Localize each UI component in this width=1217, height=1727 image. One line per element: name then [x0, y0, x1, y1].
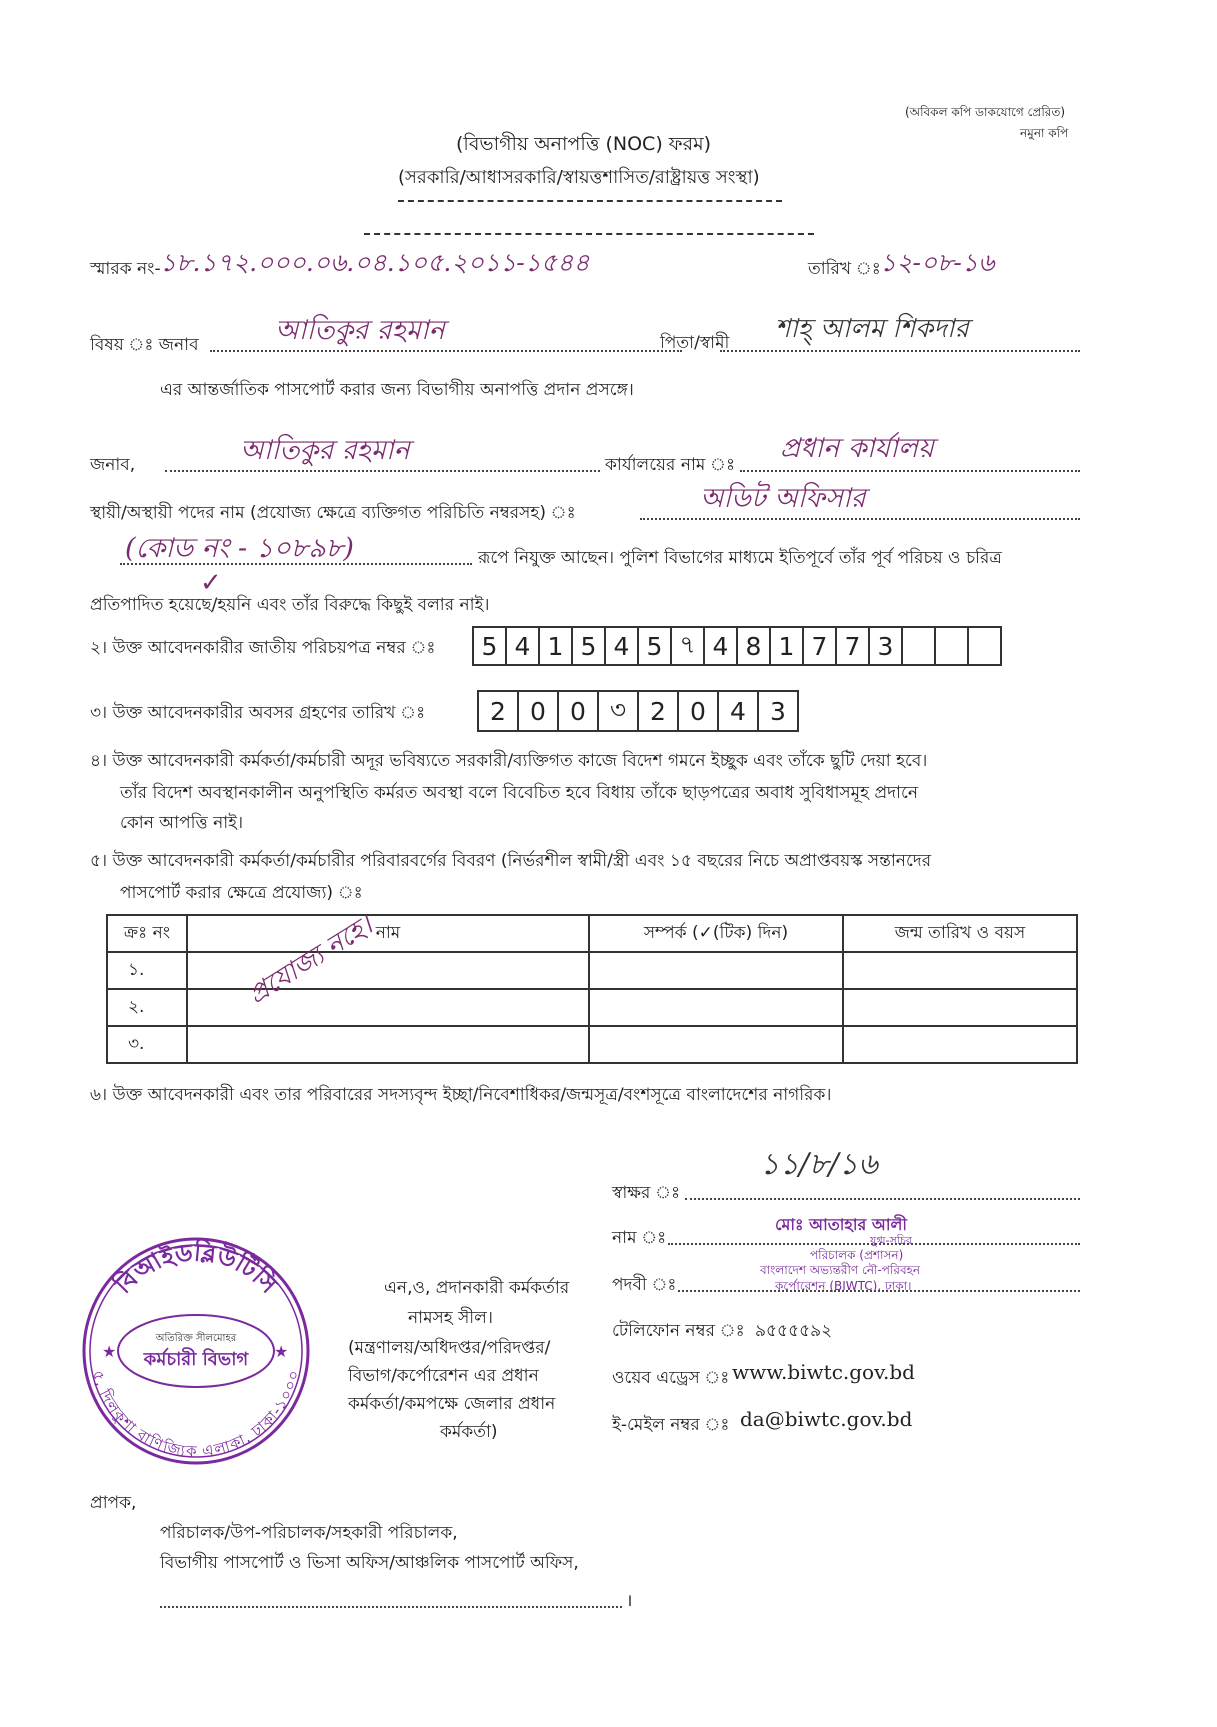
- retirement-digit: 2: [479, 692, 519, 730]
- recipient-line2: বিভাগীয় পাসপোর্ট ও ভিসা অফিস/আঞ্চলিক পাসপোর্ট অফিস,: [160, 1553, 579, 1573]
- nid-digit: [969, 628, 1000, 664]
- nid-digit: 5: [573, 628, 606, 664]
- form-title: (বিভাগীয় অনাপত্তি (NOC) ফরম): [456, 133, 712, 155]
- nid-digit: 4: [606, 628, 639, 664]
- row-serial: ১.: [107, 952, 187, 989]
- nid-digit: 5: [639, 628, 672, 664]
- seal-caption-1: এন,ও, প্রদানকারী কর্মকর্তার: [384, 1278, 570, 1298]
- retirement-boxes: [477, 690, 799, 732]
- seal-star-right-icon: ★: [274, 1342, 289, 1361]
- code-number: (কোড নং - ১০৮৯৮): [125, 533, 354, 564]
- item4-line2: তাঁর বিদেশ অবস্থানকালীন অনুপস্থিতি কর্মরত অবস্থা বলে বিবেচিত হবে বিধায় তাঁকে ছাড়পত্রের অবাধ সুবিধাসমূহ প্রদানে: [120, 783, 918, 803]
- item4-line1: ৪। উক্ত আবেদনকারী কর্মকর্তা/কর্মচারী অদূর ভবিষ্যতে সরকারী/ব্যক্তিগত কাজে বিদেশ গমনে ইচ্ছুক এবং তাঁকে ছুটি দেয়া হবে।: [90, 751, 928, 771]
- code-line: [120, 563, 472, 565]
- table-header-row: [107, 915, 1077, 952]
- retirement-digit: 0: [679, 692, 719, 730]
- date-label: তারিখ ঃ: [808, 259, 881, 279]
- post-name: অডিট অফিসার: [700, 483, 866, 514]
- copy-note: (অবিকল কপি ডাকযোগে প্রেরিত): [905, 105, 1066, 119]
- nid-digit: 7: [837, 628, 870, 664]
- signer-name-label: নাম ঃ: [612, 1228, 667, 1248]
- seal-center-small: অতিরিক্ত সীলমোহর: [155, 1333, 237, 1344]
- item5-line2: পাসপোর্ট করার ক্ষেত্রে প্রযোজ্য) ঃ: [120, 883, 363, 903]
- retirement-digit: 3: [770, 696, 786, 726]
- not-applicable-handwriting: প্রযোজ্য নহে।: [243, 910, 379, 1011]
- memo-label: স্মারক নং-: [90, 259, 161, 279]
- nid-digit: 5: [474, 628, 507, 664]
- retirement-digit: 0: [519, 692, 559, 730]
- retirement-digit: ৩: [599, 692, 639, 730]
- nid-digit: 4: [705, 628, 738, 664]
- seal-center-text: কর্মচারী বিভাগ: [143, 1349, 249, 1370]
- dash-divider-2: [364, 233, 814, 235]
- seal-caption-2: নামসহ সীল।: [408, 1308, 493, 1328]
- verified-text: প্রতিপাদিত হয়েছে/হয়নি এবং তাঁর বিরুদ্ধে কিছুই বলার নাই।: [90, 595, 490, 615]
- retirement-digit: 4: [719, 692, 759, 730]
- office-seal: [78, 1233, 314, 1469]
- subject-line2: এর আন্তর্জাতিক পাসপোর্ট করার জন্য বিভাগীয় অনাপত্তি প্রদান প্রসঙ্গে।: [160, 380, 634, 400]
- signature: ১১/৮/১৬: [760, 1147, 878, 1182]
- nid-boxes: [472, 626, 1002, 666]
- office-name: প্রধান কার্যালয়: [780, 433, 934, 464]
- retirement-digit: 2: [639, 692, 679, 730]
- nid-digit: 1: [771, 628, 804, 664]
- nid-digit: 3: [870, 628, 903, 664]
- father-label: পিতা/স্বামী: [660, 333, 730, 353]
- col-serial: ক্রঃ নং: [107, 915, 187, 952]
- web-value: www.biwtc.gov.bd: [732, 1360, 915, 1384]
- item1-name-label: জনাব,: [90, 455, 136, 475]
- seal-bottom-text: ৫, দিলকুশা বাণিজ্যিক এলাকা, ঢাকা-১০০০: [88, 1368, 304, 1461]
- phone-value: ৯৫৫৫৫৯২: [755, 1321, 833, 1341]
- retirement-digit: 0: [559, 692, 599, 730]
- designation-3: কর্পোরেশন (BIWTC), ঢাকা।: [775, 1279, 912, 1293]
- seal-icon: [78, 1233, 314, 1469]
- citizenship-line: ৬। উক্ত আবেদনকারী এবং তার পরিবারের সদস্যবৃন্দ ইচ্ছা/নিবেশাধিকর/জন্মসূত্র/বংশসূত্রে বাংলাদেশের নাগরিক।: [90, 1085, 832, 1105]
- item1-name: আতিকুর রহমান: [240, 435, 410, 466]
- seal-caption-3: (মন্ত্রণালয়/অধিদপ্তর/পরিদপ্তর/: [348, 1338, 551, 1358]
- col-relation: সম্পর্ক (✓(টিক) দিন): [589, 915, 843, 952]
- designation-2: বাংলাদেশ অভ্যন্তরীণ নৌ-পরিবহন: [760, 1263, 921, 1277]
- item4-line3: কোন আপত্তি নাই।: [120, 813, 244, 833]
- subject-label: বিষয় ঃ জনাব: [90, 335, 199, 355]
- nid-digit: 8: [738, 628, 771, 664]
- email-label: ই-মেইল নম্বর ঃ: [612, 1415, 730, 1435]
- office-label: কার্যালয়ের নাম ঃ: [605, 455, 736, 475]
- tick-icon: ✓: [200, 568, 222, 598]
- memo-number: ১৮.১৭২.০০০.০৬.০৪.১০৫.২০১১-১৫৪৪: [160, 248, 590, 277]
- col-birthdate: জন্ম তারিখ ও বয়স: [843, 915, 1077, 952]
- nid-digit: [903, 628, 936, 664]
- sample-copy-note: নমুনা কপি: [1020, 126, 1069, 140]
- nid-digit: 4: [507, 628, 540, 664]
- seal-top-text: বিআইডব্লিউটিসি: [109, 1238, 283, 1299]
- col-name: নাম: [187, 915, 589, 952]
- nid-digit: ৭: [672, 628, 705, 664]
- nid-label: ২। উক্ত আবেদনকারীর জাতীয় পরিচয়পত্র নম্বর ঃ: [90, 638, 436, 658]
- nid-digit: 7: [804, 628, 837, 664]
- seal-caption-5: কর্মকর্তা/কমপক্ষে জেলার প্রধান: [348, 1394, 556, 1414]
- row-serial: ৩.: [107, 1026, 187, 1063]
- row-serial: ২.: [107, 989, 187, 1026]
- email-value: da@biwtc.gov.bd: [740, 1407, 913, 1431]
- seal-caption-4: বিভাগ/কর্পোরেশন এর প্রধান: [348, 1366, 539, 1386]
- nid-digit: 1: [540, 628, 573, 664]
- post-label: স্থায়ী/অস্থায়ী পদের নাম (প্রযোজ্য ক্ষেত্রে ব্যক্তিগত পরিচিতি নম্বরসহ) ঃ: [90, 503, 576, 523]
- recipient-label: প্রাপক,: [90, 1493, 137, 1513]
- designation-1: পরিচালক (প্রশাসন): [810, 1248, 904, 1262]
- form-subtitle: (সরকারি/আধাসরকারি/স্বায়ত্তশাসিত/রাষ্ট্রায়ত্ত সংস্থা): [398, 167, 760, 188]
- signer-rank: যুগ্ম-সচিব: [870, 1234, 912, 1247]
- sign-label: স্বাক্ষর ঃ: [612, 1183, 681, 1203]
- date-value: ১২-০৮-১৬: [880, 248, 995, 277]
- seal-star-left-icon: ★: [102, 1342, 117, 1361]
- subject-name: আতিকুর রহমান: [275, 315, 445, 346]
- appointed-text: রূপে নিযুক্ত আছেন। পুলিশ বিভাগের মাধ্যমে ইতিপূর্বে তাঁর পূর্ব পরিচয় ও চরিত্র: [478, 548, 1002, 568]
- dash-divider-1: [398, 200, 782, 202]
- recipient-address-line: [160, 1606, 622, 1608]
- father-name: শাহ্ আলম শিকদার: [775, 314, 969, 344]
- nid-digit: [936, 628, 969, 664]
- web-label: ওয়েব এড্রেস ঃ: [612, 1368, 730, 1388]
- phone-label: টেলিফোন নম্বর ঃ: [612, 1321, 745, 1341]
- item5-line1: ৫। উক্ত আবেদনকারী কর্মকর্তা/কর্মচারীর পরিবারবর্গের বিবরণ (নির্ভরশীল স্বামী/স্ত্রী এবং ১৫ বছরের নিচে অপ্রাপ্তবয়স্ক সন্তানদের: [90, 851, 932, 871]
- recipient-line1: পরিচালক/উপ-পরিচালক/সহকারী পরিচালক,: [160, 1523, 458, 1543]
- recipient-end: ।: [626, 1591, 633, 1611]
- sign-line: [685, 1198, 1080, 1200]
- signer-name: মোঃ আতাহার আলী: [775, 1215, 908, 1234]
- designation-label: পদবী ঃ: [612, 1275, 677, 1295]
- seal-caption-6: কর্মকর্তা): [440, 1422, 498, 1442]
- retirement-label: ৩। উক্ত আবেদনকারীর অবসর গ্রহণের তারিখ ঃ: [90, 703, 426, 723]
- table-row: [107, 1026, 1077, 1063]
